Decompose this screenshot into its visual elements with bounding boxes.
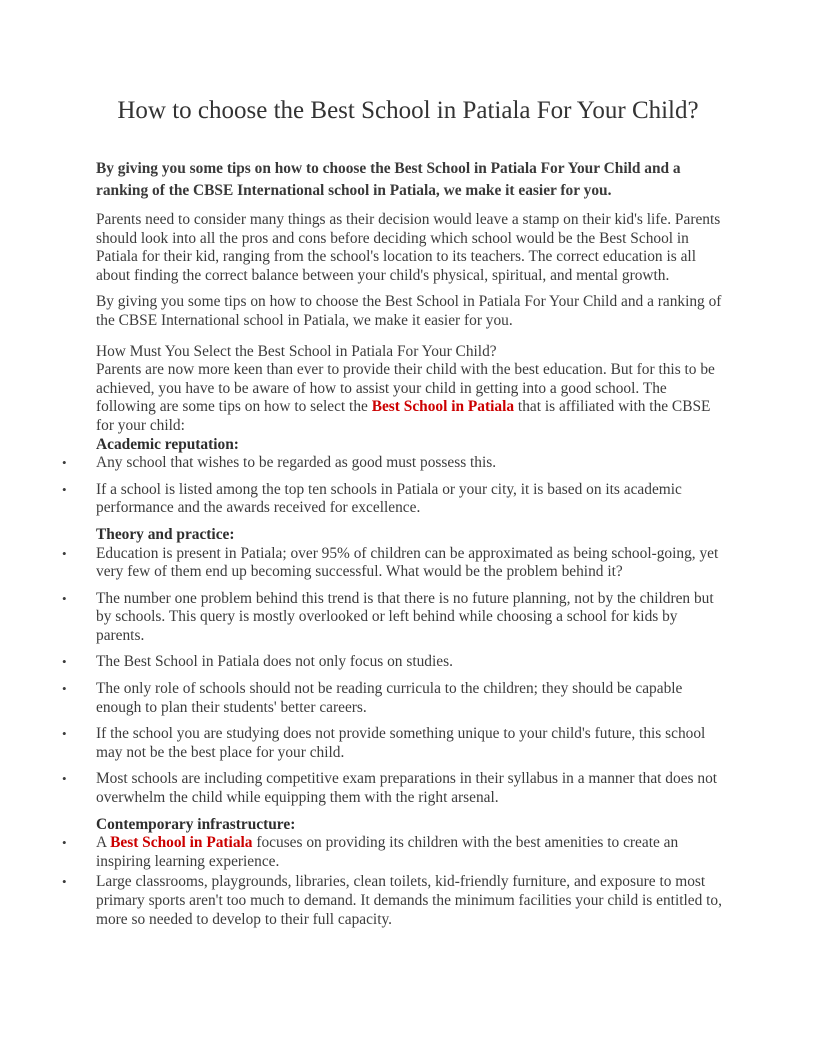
list-item: • The number one problem behind this trend is that there is no future planning, not by the children but by schools. This query is mostly overlooked or left behind while choosing a school for kids by parents.	[96, 590, 728, 646]
infrastructure-list	[96, 834, 728, 929]
page-title: How to choose the Best School in Patiala For Your Child?	[117, 97, 699, 124]
summary-paragraph: By giving you some tips on how to choose the Best School in Patiala For Your Child and a ranking of the CBSE International school in Patiala, we make it easier for you.	[96, 293, 722, 329]
article-body	[96, 158, 728, 931]
theory-list	[96, 545, 728, 808]
tips-paragraph: Parents are now more keen than ever to provide their child with the best education. But for this to be achieved, you have to be aware of how to assist your child in getting into a good school. The following are some tips on how to select the Best School in Patiala that is affiliated with the CBSE for your child:	[96, 361, 715, 434]
academic-list	[96, 454, 728, 518]
list-item: • The Best School in Patiala does not only focus on studies.	[96, 653, 728, 672]
list-item: • If the school you are studying does not provide something unique to your child's future, this school may not be the best place for your child.	[96, 725, 728, 762]
list-item: • A Best School in Patiala focuses on providing its children with the best amenities to create an inspiring learning experience.	[96, 834, 728, 871]
subheading-academic: Academic reputation:	[96, 435, 239, 453]
best-school-link[interactable]: Best School in Patiala	[110, 834, 253, 852]
list-item: • Any school that wishes to be regarded as good must possess this.	[96, 454, 728, 473]
best-school-link[interactable]: Best School in Patiala	[371, 398, 515, 416]
section-heading: How Must You Select the Best School in Patiala For Your Child?	[96, 342, 497, 360]
intro-paragraph: Parents need to consider many things as their decision would leave a stamp on their kid's life. Parents should look into all the pros and cons before deciding which school would be the Best School in Patiala for their kid, ranging from the school's location to its teachers. The correct education is all about finding the correct balance between your child's physical, spiritual, and mental growth.	[96, 211, 721, 284]
list-item: • The only role of schools should not be reading curricula to the children; they should be capable enough to plan their students' better careers.	[96, 680, 728, 717]
list-item: • If a school is listed among the top ten schools in Patiala or your city, it is based on its academic performance and the awards received for excellence.	[96, 481, 728, 518]
subheading-infrastructure: Contemporary infrastructure:	[96, 815, 296, 833]
subheading-theory: Theory and practice:	[96, 525, 235, 543]
list-item: • Most schools are including competitive exam preparations in their syllabus in a manner that does not overwhelm the child while equipping them with the right arsenal.	[96, 770, 728, 807]
list-item: • Large classrooms, playgrounds, libraries, clean toilets, kid-friendly furniture, and exposure to most primary sports aren't too much to demand. It demands the minimum facilities your child is entitled to, more so needed to develop to their full capacity.	[96, 873, 728, 929]
list-item: • Education is present in Patiala; over 95% of children can be approximated as being school-going, yet very few of them end up becoming successful. What would be the problem behind it?	[96, 545, 728, 582]
lead-paragraph: By giving you some tips on how to choose the Best School in Patiala For Your Child and a ranking of the CBSE International school in Patiala, we make it easier for you.	[96, 160, 681, 199]
